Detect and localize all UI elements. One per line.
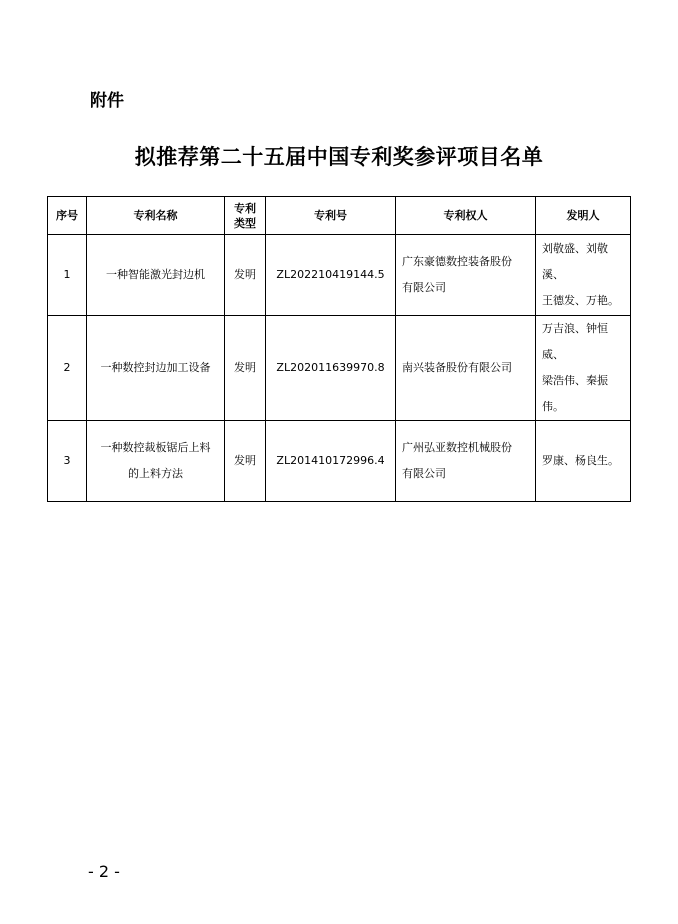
row-patent-holder xyxy=(396,235,536,316)
row-patent-name xyxy=(87,421,225,502)
row-inventor-line2: 王德发、万艳。 xyxy=(542,294,619,307)
row-holder-line2: 有限公司 xyxy=(402,281,446,294)
row-patent-name-line1: 一种智能激光封边机 xyxy=(106,268,205,281)
row-inventor-line2: 梁浩伟、秦振伟。 xyxy=(542,374,608,413)
col-header-name: 专利名称 xyxy=(87,197,225,235)
row-holder-line1: 广东豪德数控装备股份 xyxy=(402,255,512,268)
row-inventors xyxy=(536,421,631,502)
row-patent-type: 发明 xyxy=(225,421,266,502)
col-header-holder: 专利权人 xyxy=(396,197,536,235)
table-row xyxy=(48,421,631,502)
patent-table xyxy=(47,196,631,502)
row-holder-line1: 南兴装备股份有限公司 xyxy=(402,361,512,374)
table-row xyxy=(48,235,631,316)
row-inventor-line1: 万吉浪、钟恒威、 xyxy=(542,322,608,361)
row-holder-line1: 广州弘亚数控机械股份 xyxy=(402,441,512,454)
row-patent-name-line2: 的上料方法 xyxy=(128,467,183,480)
attachment-label: 附件 xyxy=(90,91,124,111)
row-patent-name-line1: 一种数控封边加工设备 xyxy=(100,361,211,374)
row-holder-line2: 有限公司 xyxy=(402,467,446,480)
row-patent-holder xyxy=(396,421,536,502)
row-index: 2 xyxy=(48,316,87,421)
row-index: 1 xyxy=(48,235,87,316)
col-header-inventor: 发明人 xyxy=(536,197,631,235)
row-patent-number: ZL201410172996.4 xyxy=(266,421,396,502)
col-header-type-line1: 专利 xyxy=(234,201,256,215)
row-inventor-line1: 罗康、杨良生。 xyxy=(542,454,619,467)
row-inventors xyxy=(536,316,631,421)
col-header-type-line2: 类型 xyxy=(234,216,256,230)
document-title: 拟推荐第二十五届中国专利奖参评项目名单 xyxy=(134,145,544,169)
row-inventor-line1: 刘敬盛、刘敬溪、 xyxy=(542,242,608,281)
row-patent-name-line1: 一种数控裁板锯后上料 xyxy=(100,441,211,454)
table-header-row xyxy=(48,197,631,235)
row-index: 3 xyxy=(48,421,87,502)
col-header-type xyxy=(225,197,266,235)
row-patent-name xyxy=(87,316,225,421)
row-patent-number: ZL202210419144.5 xyxy=(266,235,396,316)
col-header-number: 专利号 xyxy=(266,197,396,235)
table-row xyxy=(48,316,631,421)
row-patent-type: 发明 xyxy=(225,235,266,316)
row-patent-holder xyxy=(396,316,536,421)
row-inventors xyxy=(536,235,631,316)
row-patent-type: 发明 xyxy=(225,316,266,421)
col-header-index: 序号 xyxy=(48,197,87,235)
row-patent-number: ZL202011639970.8 xyxy=(266,316,396,421)
page-number: - 2 - xyxy=(88,862,120,881)
row-patent-name xyxy=(87,235,225,316)
